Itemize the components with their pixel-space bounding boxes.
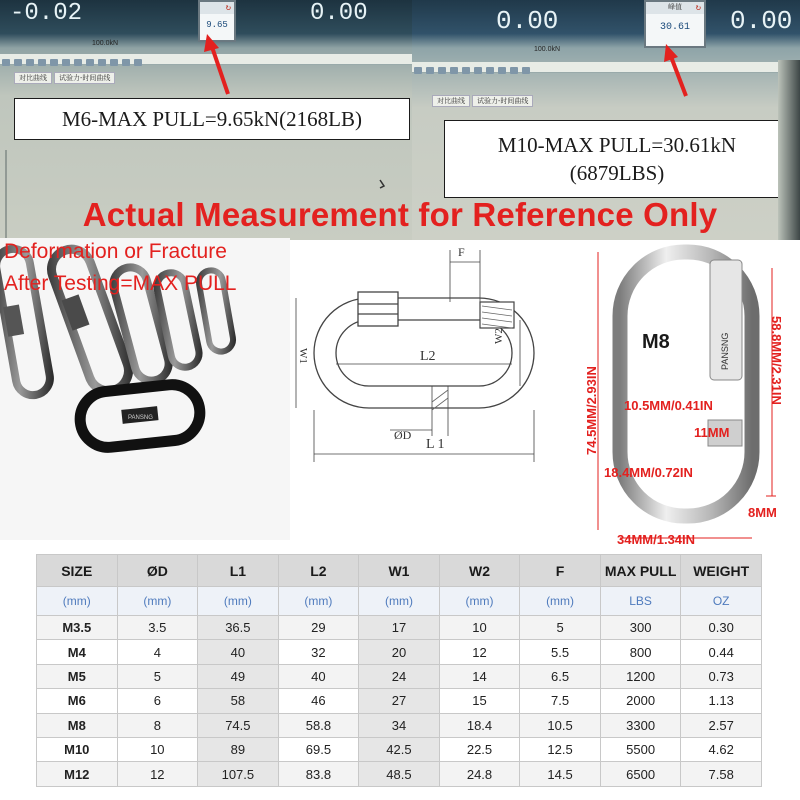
cell-weight: 2.57 <box>681 713 762 737</box>
lcd-readout-right: 0.00 <box>730 6 793 36</box>
cell-max-pull: 6500 <box>600 762 681 786</box>
tab-compare: 对比曲线 <box>432 95 470 107</box>
cell-l2: 29 <box>278 616 359 640</box>
cell-l2: 83.8 <box>278 762 359 786</box>
table-header-row <box>37 555 762 587</box>
cell-weight: 0.30 <box>681 616 762 640</box>
cell-weight: 1.13 <box>681 689 762 713</box>
refresh-icon: ↻ <box>695 3 701 13</box>
cell-f: 10.5 <box>520 713 601 737</box>
header-weight: WEIGHT <box>681 555 762 587</box>
cell-w1: 24 <box>359 664 440 688</box>
product-photo-group <box>0 238 290 540</box>
technical-drawing <box>290 240 580 470</box>
cell-od: 4 <box>117 640 198 664</box>
tab-compare: 对比曲线 <box>14 72 52 84</box>
cell-max-pull: 5500 <box>600 737 681 761</box>
table-units-row <box>37 587 762 616</box>
cell-weight: 0.44 <box>681 640 762 664</box>
cell-l2: 46 <box>278 689 359 713</box>
unit-cell: OZ <box>681 587 762 616</box>
cell-w2: 12 <box>439 640 520 664</box>
cell-od: 3.5 <box>117 616 198 640</box>
cell-size: M4 <box>37 640 118 664</box>
cell-l2: 58.8 <box>278 713 359 737</box>
tab-force-time: 试验力-时间曲线 <box>54 72 115 84</box>
dim-width: 34MM/1.34IN <box>617 532 696 547</box>
cell-size: M10 <box>37 737 118 761</box>
cell-od: 5 <box>117 664 198 688</box>
header-od: ØD <box>117 555 198 587</box>
cell-l1: 40 <box>198 640 279 664</box>
cell-w1: 20 <box>359 640 440 664</box>
peak-value: 30.61 <box>659 22 690 33</box>
table-row <box>37 762 762 786</box>
header-w1: W1 <box>359 555 440 587</box>
max-pull-line-2: (6879LBS) <box>569 161 665 185</box>
table-row <box>37 640 762 664</box>
cell-w2: 10 <box>439 616 520 640</box>
peak-header: 峰值 <box>668 4 682 12</box>
photo-brand: PANSNG <box>128 415 153 421</box>
cell-w1: 34 <box>359 713 440 737</box>
unit-cell: (mm) <box>439 587 520 616</box>
label-w1: W1 <box>297 348 309 364</box>
cell-w2: 14 <box>439 664 520 688</box>
label-l2: L2 <box>420 349 436 364</box>
cell-max-pull: 800 <box>600 640 681 664</box>
lcd-readout-right: 0.00 <box>310 0 368 27</box>
header-size: SIZE <box>37 555 118 587</box>
cell-max-pull: 2000 <box>600 689 681 713</box>
cell-l1: 36.5 <box>198 616 279 640</box>
cell-f: 7.5 <box>520 689 601 713</box>
unit-cell: (mm) <box>278 587 359 616</box>
cell-size: M6 <box>37 689 118 713</box>
cell-max-pull: 1200 <box>600 664 681 688</box>
unit-cell: (mm) <box>520 587 601 616</box>
header-w2: W2 <box>439 555 520 587</box>
unit-cell: LBS <box>600 587 681 616</box>
table-row <box>37 737 762 761</box>
label-od: ØD <box>394 428 412 442</box>
table-row <box>37 616 762 640</box>
cell-l1: 74.5 <box>198 713 279 737</box>
label-f: F <box>458 245 465 259</box>
cell-max-pull: 300 <box>600 616 681 640</box>
cell-size: M5 <box>37 664 118 688</box>
cell-f: 14.5 <box>520 762 601 786</box>
header-l1: L1 <box>198 555 279 587</box>
cell-w1: 42.5 <box>359 737 440 761</box>
scale-label: 100.0kN <box>92 40 119 47</box>
tab-force-time: 试验力-时间曲线 <box>472 95 533 107</box>
header-l2: L2 <box>278 555 359 587</box>
cell-w2: 15 <box>439 689 520 713</box>
cell-l2: 32 <box>278 640 359 664</box>
unit-cell: (mm) <box>117 587 198 616</box>
cell-od: 8 <box>117 713 198 737</box>
dim-11: 11MM <box>694 425 730 440</box>
unit-cell: (mm) <box>359 587 440 616</box>
lcd-readout-left: -0.02 <box>10 0 83 27</box>
brand-engraving: PANSNG <box>720 332 730 370</box>
dim-inner-width: 18.4MM/0.72IN <box>604 465 693 480</box>
deformation-line-1: Deformation or Fracture <box>4 240 227 263</box>
cell-f: 6.5 <box>520 664 601 688</box>
header-f: F <box>520 555 601 587</box>
dim-wire: 8MM <box>748 505 777 520</box>
max-pull-line-1: M10-MAX PULL=30.61kN <box>497 133 737 157</box>
cell-f: 12.5 <box>520 737 601 761</box>
cell-l1: 58 <box>198 689 279 713</box>
refresh-icon: ↻ <box>225 3 231 13</box>
cell-l1: 107.5 <box>198 762 279 786</box>
cell-size: M3.5 <box>37 616 118 640</box>
cell-w2: 22.5 <box>439 737 520 761</box>
table-row <box>37 689 762 713</box>
m8-link-drawing <box>580 240 800 550</box>
cell-size: M8 <box>37 713 118 737</box>
label-l1: L 1 <box>426 437 445 452</box>
label-w2: W2 <box>493 328 505 344</box>
cell-l2: 40 <box>278 664 359 688</box>
max-pull-label-m6: M6-MAX PULL=9.65kN(2168LB) <box>14 98 410 140</box>
dim-overall-length: 74.5MM/2.93IN <box>584 366 599 455</box>
cell-l2: 69.5 <box>278 737 359 761</box>
reference-banner: Actual Measurement for Reference Only <box>82 196 718 233</box>
deformation-line-2: After Testing=MAX PULL <box>4 272 237 295</box>
cell-w2: 18.4 <box>439 713 520 737</box>
header-max-pull: MAX PULL <box>600 555 681 587</box>
cell-l1: 89 <box>198 737 279 761</box>
peak-value: 9.65 <box>206 20 228 30</box>
cell-l1: 49 <box>198 664 279 688</box>
cell-od: 6 <box>117 689 198 713</box>
unit-cell: (mm) <box>37 587 118 616</box>
cell-f: 5 <box>520 616 601 640</box>
cell-w1: 17 <box>359 616 440 640</box>
size-label: M8 <box>642 331 670 353</box>
table-row <box>37 713 762 737</box>
dim-f: 10.5MM/0.41IN <box>624 398 713 413</box>
cell-w2: 24.8 <box>439 762 520 786</box>
cell-w1: 48.5 <box>359 762 440 786</box>
cell-weight: 0.73 <box>681 664 762 688</box>
cell-weight: 7.58 <box>681 762 762 786</box>
cell-od: 10 <box>117 737 198 761</box>
cell-od: 12 <box>117 762 198 786</box>
cell-w1: 27 <box>359 689 440 713</box>
cell-f: 5.5 <box>520 640 601 664</box>
dim-inner-length: 58.8MM/2.31IN <box>769 316 784 405</box>
lcd-readout-left: 0.00 <box>496 6 559 36</box>
cell-weight: 4.62 <box>681 737 762 761</box>
scale-label: 100.0kN <box>534 46 561 53</box>
cell-size: M12 <box>37 762 118 786</box>
table-row <box>37 664 762 688</box>
unit-cell: (mm) <box>198 587 279 616</box>
spec-table <box>36 554 762 787</box>
cell-max-pull: 3300 <box>600 713 681 737</box>
